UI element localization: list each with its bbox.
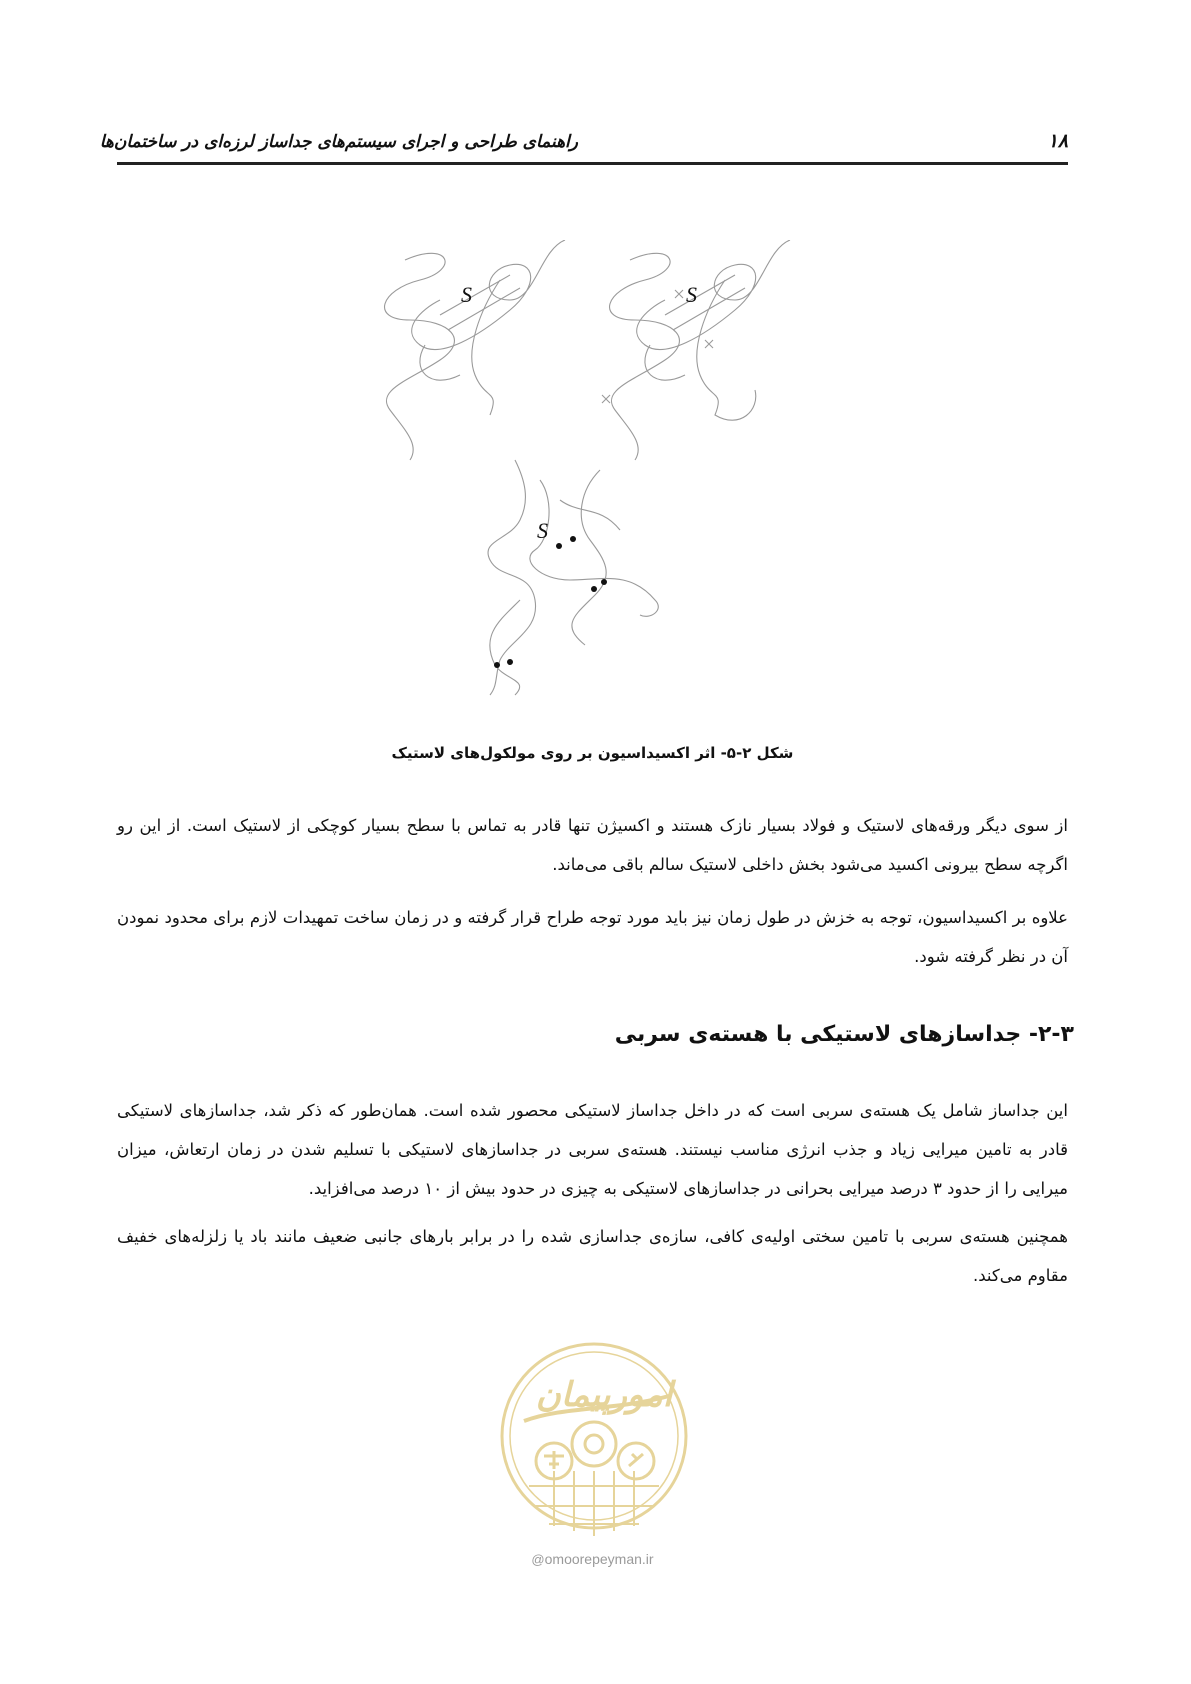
radical-dot (494, 662, 500, 668)
page-header (99, 128, 1068, 165)
at-icon: @ (531, 1552, 545, 1567)
watermark-url (117, 1551, 1068, 1567)
radical-dot (507, 659, 513, 665)
label-s-right: S (686, 282, 697, 307)
paragraph-oxidation: از سوی دیگر ورقه‌های لاستیک و فولاد بسیار نازک هستند و اکسیژن تنها قادر به تماس با سطح بسیار کوچکی از لاستیک است. از این رو اگرچه سطح بیرونی اکسید می‌شود بخش داخلی لاستیک سالم باقی می‌ماند. (117, 816, 1068, 874)
paragraph-lead-core: این جداساز شامل یک هسته‌ی سربی است که در داخل جداساز لاستیکی محصور شده است. همان‌طور که ذکر شد، جداسازهای لاستیکی قادر به تامین میرایی زیاد و جذب انرژی مناسب نیستند. هسته‌ی سربی در جداسازهای لاستیکی با تسلیم شدن در زمان ارتعاش، میزان میرایی را از حدود ۳ درصد میرایی بحرانی در جداسازهای لاستیکی به چیزی در حدود بیش از ۱۰ درصد می‌افزاید. (117, 1101, 1068, 1198)
left-molecule-chains (385, 240, 565, 460)
label-s-left: S (461, 282, 472, 307)
paragraph-lead-stiffness: همچنین هسته‌ی سربی با تامین سختی اولیه‌ی کافی، سازه‌ی جداسازی شده را در برابر بارهای جانبی ضعیف مانند باد یا زلزله‌های خفیف مقاوم می‌کند. (117, 1227, 1068, 1285)
paragraph-creep: علاوه بر اکسیداسیون، توجه به خزش در طول زمان نیز باید مورد توجه طراح قرار گرفته و در زمان ساخت تمهیدات لازم برای محدود نمودن آن در نظر گرفته شود. (117, 908, 1068, 966)
section-heading: ۲-۳- جداسازهای لاستیکی با هسته‌ی سربی (614, 1022, 1074, 1047)
watermark-url-text: omoorepeyman.ir (544, 1551, 654, 1567)
logo-text: امورپیمان (535, 1375, 673, 1415)
radical-dot (601, 579, 607, 585)
bottom-molecule-chains (488, 460, 658, 695)
radical-dot (556, 543, 562, 549)
right-molecule-chains (602, 240, 790, 460)
page-number: ۱۸ (1047, 130, 1068, 152)
watermark-logo (494, 1326, 694, 1550)
radical-dot (591, 586, 597, 592)
molecule-figure (380, 240, 810, 700)
radical-dot (570, 536, 576, 542)
figure-caption: شکل ۲-۵- اثر اکسیداسیون بر روی مولکول‌های لاستیک (391, 744, 794, 762)
running-title: راهنمای طراحی و اجرای سیستم‌های جداساز لرزه‌ای در ساختمان‌ها (99, 132, 578, 152)
label-s-bottom: S (537, 518, 548, 543)
